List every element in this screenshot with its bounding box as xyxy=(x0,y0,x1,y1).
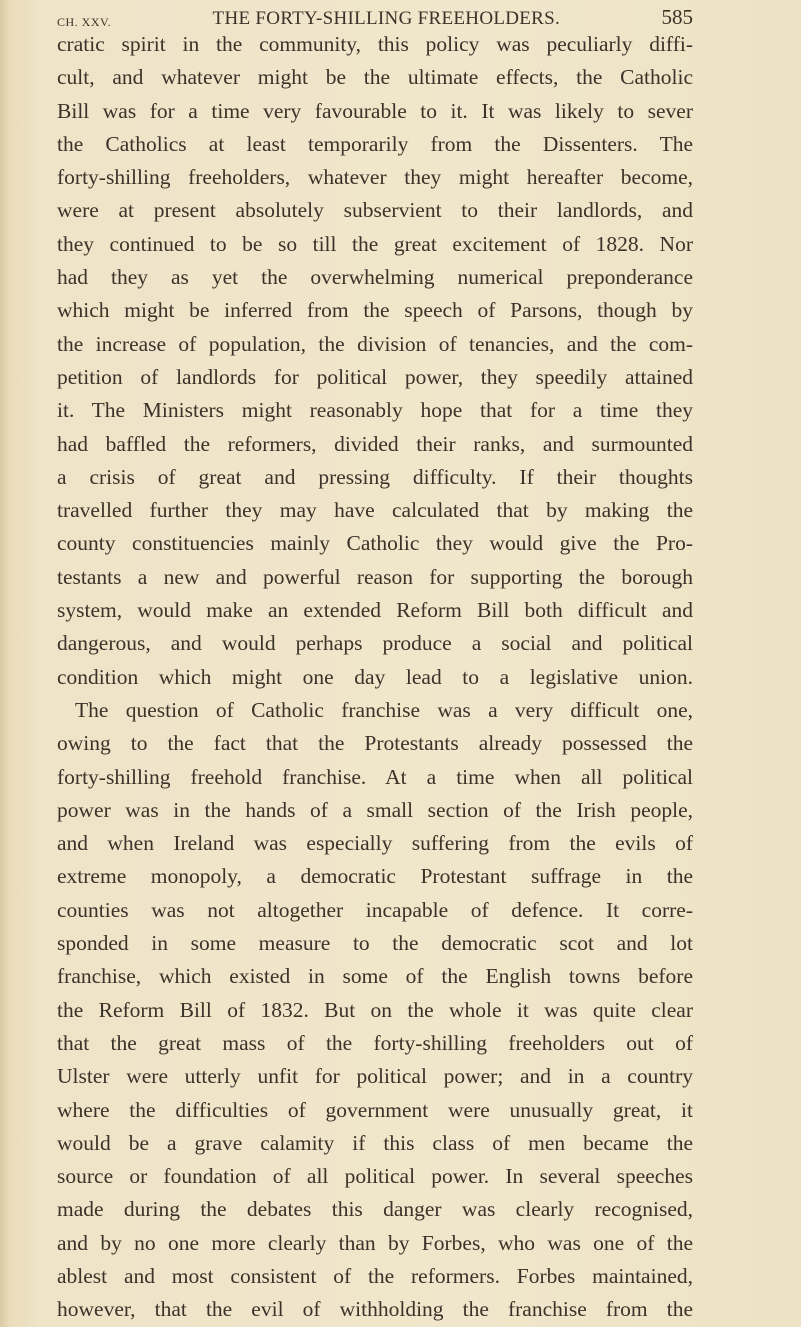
text-line: made during the debates this danger was clearly recognised, xyxy=(57,1197,693,1222)
text-line: and when Ireland was especially suffering from the evils of xyxy=(57,831,693,856)
text-line: extreme monopoly, a democratic Protestant suffrage in the xyxy=(57,864,693,889)
text-line: county constituencies mainly Catholic they would give the Pro- xyxy=(57,531,693,556)
text-line: travelled further they may have calculated that by making the xyxy=(57,498,693,523)
chapter-label: CH. XXV. xyxy=(57,15,112,29)
text-line: they continued to be so till the great excitement of 1828. Nor xyxy=(57,231,693,256)
text-line: condition which might one day lead to a legislative union. xyxy=(57,664,693,689)
text-line: ablest and most consistent of the reformers. Forbes maintained, xyxy=(57,1263,693,1288)
text-line: Ulster were utterly unfit for political power; and in a country xyxy=(57,1064,693,1089)
body-text xyxy=(57,28,693,1327)
text-line: franchise, which existed in some of the English towns before xyxy=(57,964,693,989)
text-line: however, that the evil of withholding the franchise from the xyxy=(57,1297,693,1322)
text-line: source or foundation of all political power. In several speeches xyxy=(57,1164,693,1189)
text-line: would be a grave calamity if this class of men became the xyxy=(57,1130,693,1155)
text-line: counties was not altogether incapable of defence. It corre- xyxy=(57,897,693,922)
text-line: The question of Catholic franchise was a very difficult one, xyxy=(75,697,693,722)
text-line: sponded in some measure to the democratic scot and lot xyxy=(57,931,693,956)
text-line: had baffled the reformers, divided their ranks, and surmounted xyxy=(57,431,693,456)
running-header xyxy=(57,0,693,30)
text-line: Bill was for a time very favourable to it. It was likely to sever xyxy=(57,98,693,123)
page-number: 585 xyxy=(661,5,693,29)
text-line: which might be inferred from the speech of Parsons, though by xyxy=(57,298,693,323)
text-line: testants a new and powerful reason for supporting the borough xyxy=(57,564,693,589)
text-line: had they as yet the overwhelming numerical preponderance xyxy=(57,265,693,290)
text-line: dangerous, and would perhaps produce a social and political xyxy=(57,631,693,656)
text-line: the Reform Bill of 1832. But on the whole it was quite clear xyxy=(57,997,693,1022)
text-line: owing to the fact that the Protestants already possessed the xyxy=(57,731,693,756)
text-line: forty-shilling freehold franchise. At a time when all political xyxy=(57,764,693,789)
text-line: the Catholics at least temporarily from the Dissenters. The xyxy=(57,131,693,156)
text-line: were at present absolutely subservient to their landlords, and xyxy=(57,198,693,223)
text-line: forty-shilling freeholders, whatever they might hereafter become, xyxy=(57,165,693,190)
text-line: cult, and whatever might be the ultimate effects, the Catholic xyxy=(57,65,693,90)
text-line: system, would make an extended Reform Bill both difficult and xyxy=(57,598,693,623)
text-line: and by no one more clearly than by Forbes, who was one of the xyxy=(57,1230,693,1255)
text-line: a crisis of great and pressing difficulty. If their thoughts xyxy=(57,464,693,489)
text-line: petition of landlords for political power, they speedily attained xyxy=(57,364,693,389)
text-line: cratic spirit in the community, this policy was peculiarly diffi- xyxy=(57,32,693,56)
text-line: where the difficulties of government were unusually great, it xyxy=(57,1097,693,1122)
text-line: that the great mass of the forty-shilling freeholders out of xyxy=(57,1030,693,1055)
text-line: power was in the hands of a small section of the Irish people, xyxy=(57,797,693,822)
running-title: THE FORTY-SHILLING FREEHOLDERS. xyxy=(212,8,561,29)
text-line: the increase of population, the division of tenancies, and the com- xyxy=(57,331,693,356)
text-line: it. The Ministers might reasonably hope that for a time they xyxy=(57,398,693,423)
